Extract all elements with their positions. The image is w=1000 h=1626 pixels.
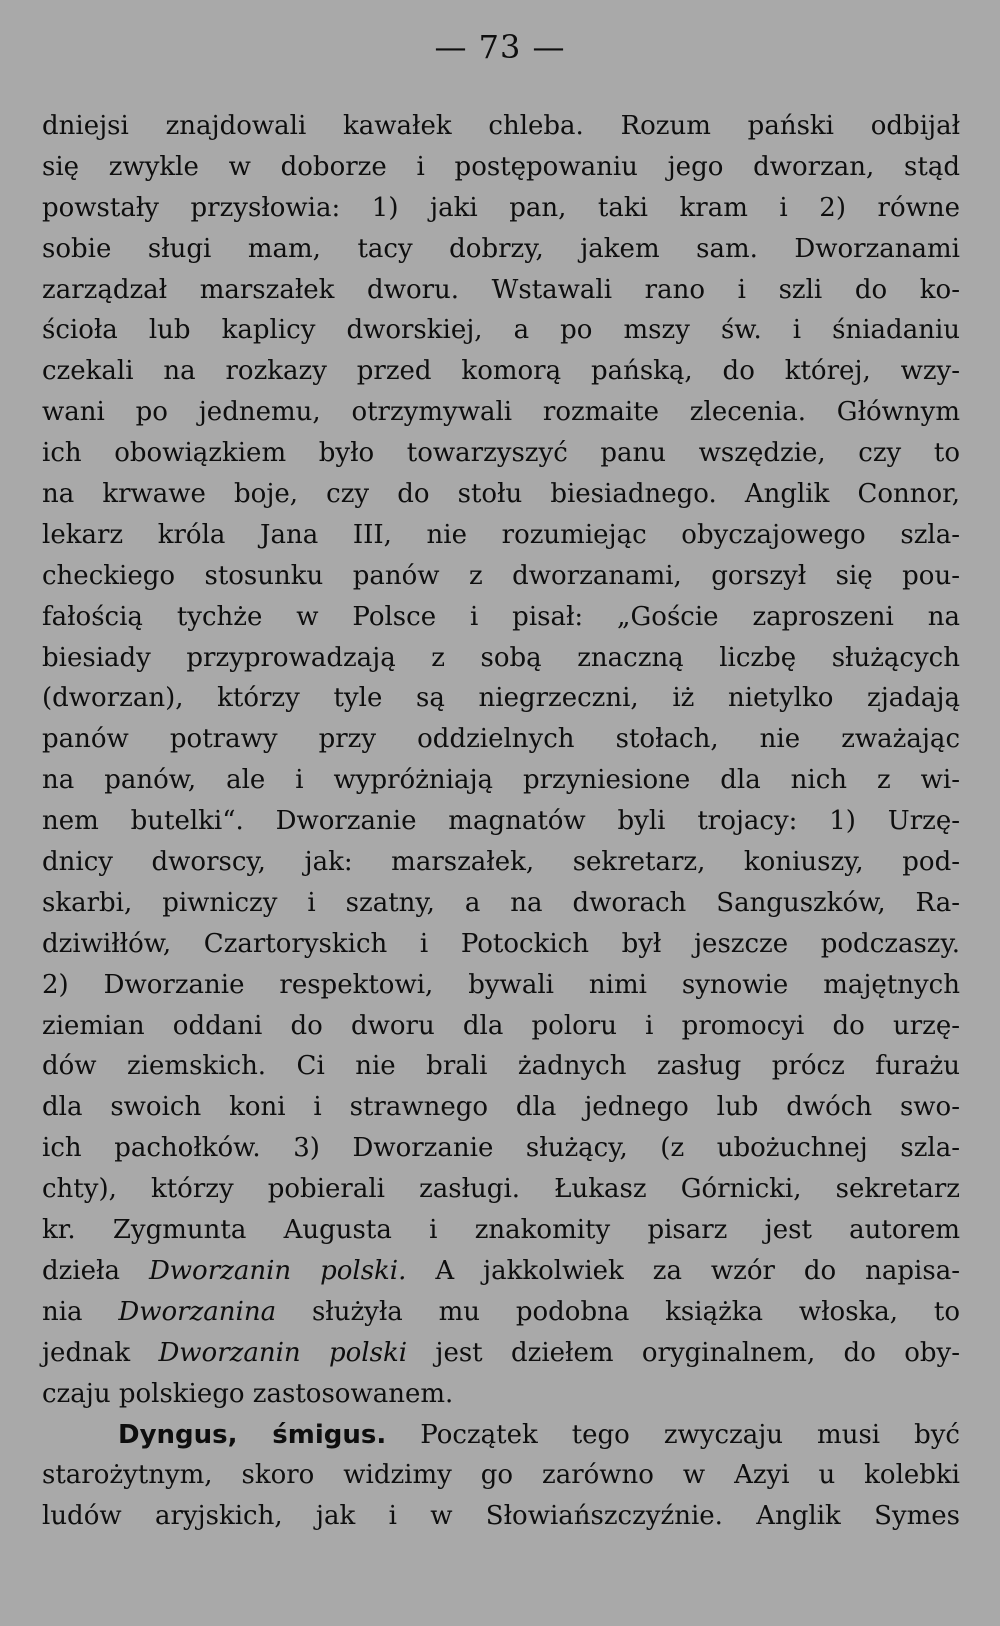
text-line — [42, 1006, 960, 1047]
text-line — [42, 556, 960, 597]
book-title: Dworzanina — [118, 1296, 277, 1327]
text-span: dziwiłłów, Czartoryskich i Potockich był jeszcze podczaszy. — [42, 928, 960, 959]
text-line — [42, 1496, 960, 1537]
text-line — [42, 760, 960, 801]
text-line — [42, 678, 960, 719]
text-span: Początek tego zwyczaju musi być — [386, 1419, 960, 1450]
text-span: ludów aryjskich, jak i w Słowiańszczyźnie. Anglik Symes — [42, 1501, 960, 1532]
text-span: dów ziemskich. Ci nie brali żadnych zasług prócz furażu — [42, 1051, 960, 1082]
page-number: — 73 — — [434, 28, 566, 66]
text-line — [42, 229, 960, 270]
text-span: panów potrawy przy oddzielnych stołach, nie zważając — [42, 724, 960, 755]
text-line — [42, 638, 960, 679]
text-line — [42, 392, 960, 433]
text-line — [42, 1374, 960, 1415]
text-span: starożytnym, skoro widzimy go zarówno w Azyi u kolebki — [42, 1460, 960, 1491]
text-span: dnicy dworscy, jak: marszałek, sekretarz, koniuszy, pod- — [42, 847, 960, 878]
text-span: sobie sługi mam, tacy dobrzy, jakem sam. Dworzanami — [42, 233, 960, 264]
text-line — [42, 1292, 960, 1333]
text-line — [42, 1333, 960, 1374]
text-line — [42, 515, 960, 556]
text-line — [42, 842, 960, 883]
text-span: zarządzał marszałek dworu. Wstawali rano i szli do ko- — [42, 274, 960, 305]
text-line — [42, 147, 960, 188]
text-line — [42, 1128, 960, 1169]
text-line — [42, 310, 960, 351]
text-span: fałością tychże w Polsce i pisał: „Goście zaproszeni na — [42, 601, 960, 632]
text-span: nia — [42, 1296, 119, 1327]
text-line — [42, 433, 960, 474]
text-span: 2) Dworzanie respektowi, bywali nimi synowie majętnych — [42, 969, 960, 1000]
text-span: (dworzan), którzy tyle są niegrzeczni, iż nietylko zjadają — [42, 683, 960, 714]
text-span: jednak — [42, 1337, 159, 1368]
text-span: wani po jednemu, otrzymywali rozmaite zlecenia. Głównym — [42, 397, 960, 428]
text-span: kr. Zygmunta Augusta i znakomity pisarz jest autorem — [42, 1215, 960, 1246]
text-line — [42, 1169, 960, 1210]
text-line — [42, 965, 960, 1006]
text-line — [42, 883, 960, 924]
text-span: na krwawe boje, czy do stołu biesiadnego. Anglik Connor, — [42, 479, 960, 510]
text-line — [42, 924, 960, 965]
text-line — [42, 474, 960, 515]
text-span: checkiego stosunku panów z dworzanami, gorszył się pou- — [42, 560, 960, 591]
text-span: dniejsi znajdowali kawałek chleba. Rozum pański odbijał — [42, 111, 960, 141]
text-span: jest dziełem oryginalnem, do oby- — [407, 1337, 960, 1368]
text-line — [42, 188, 960, 229]
text-line — [42, 351, 960, 392]
entry-heading: Dyngus, śmigus. — [118, 1419, 387, 1450]
text-span: skarbi, piwniczy i szatny, a na dworach Sanguszków, Ra- — [42, 887, 960, 918]
text-line — [42, 1046, 960, 1087]
text-span: lekarz króla Jana III, nie rozumiejąc obyczajowego szla- — [42, 519, 960, 550]
text-line — [42, 106, 960, 147]
text-span: się zwykle w doborze i postępowaniu jego dworzan, stąd — [42, 151, 960, 182]
text-span: dzieła — [42, 1255, 149, 1286]
body-text — [42, 106, 960, 1537]
text-line — [42, 597, 960, 638]
text-span: czekali na rozkazy przed komorą pańską, do której, wzy- — [42, 356, 960, 387]
text-span: ziemian oddani do dworu dla poloru i promocyi do urzę- — [42, 1010, 960, 1041]
text-span: A jakkolwiek za wzór do napisa- — [406, 1255, 960, 1286]
book-title: Dworzanin polski. — [148, 1255, 407, 1286]
text-line — [42, 1455, 960, 1496]
book-title: Dworzanin polski — [158, 1337, 408, 1368]
text-span: na panów, ale i wypróżniają przyniesione dla nich z wi- — [42, 765, 960, 796]
text-span: ich obowiązkiem było towarzyszyć panu wszędzie, czy to — [42, 438, 960, 469]
text-span: chty), którzy pobierali zasługi. Łukasz Górnicki, sekretarz — [42, 1174, 960, 1205]
text-line — [42, 270, 960, 311]
text-span: czaju polskiego zastosowanem. — [42, 1378, 454, 1409]
text-line — [42, 719, 960, 760]
text-line — [42, 1210, 960, 1251]
text-span: służyła mu podobna książka włoska, to — [276, 1296, 961, 1327]
text-line — [42, 1251, 960, 1292]
text-line — [42, 801, 960, 842]
text-span: dla swoich koni i strawnego dla jednego lub dwóch swo- — [42, 1092, 960, 1123]
text-span: powstały przysłowia: 1) jaki pan, taki kram i 2) równe — [42, 192, 960, 223]
text-line — [42, 1415, 960, 1456]
text-span: ścioła lub kaplicy dworskiej, a po mszy św. i śniadaniu — [42, 315, 960, 346]
text-line — [42, 1087, 960, 1128]
text-span: ich pachołków. 3) Dworzanie służący, (z ubożuchnej szla- — [42, 1133, 960, 1164]
text-span: biesiady przyprowadzają z sobą znaczną liczbę służących — [42, 642, 960, 673]
text-span: nem butelki“. Dworzanie magnatów byli trojacy: 1) Urzę- — [42, 806, 960, 837]
